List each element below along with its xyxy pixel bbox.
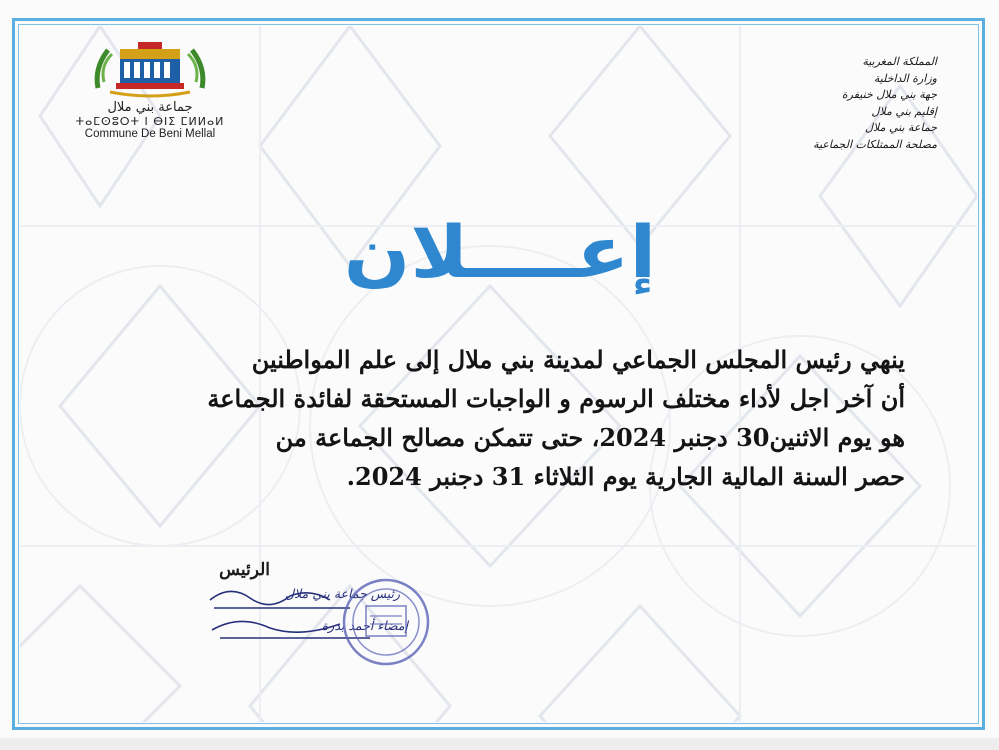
- body-line-4: حصر السنة المالية الجارية يوم الثلاثاء 31 دجنبر 2024.: [346, 462, 905, 491]
- body-line-1: ينهي رئيس المجلس الجماعي لمدينة بني ملال إلى علم المواطنين: [251, 345, 905, 374]
- announcement-title: إعــــلان: [343, 211, 657, 295]
- administrative-header: [717, 54, 937, 153]
- announcement-body: [90, 340, 905, 496]
- scan-bottom-strip: [0, 738, 999, 750]
- logo-arabic-name: جماعة بني ملال: [107, 100, 193, 115]
- header-line-kingdom: المملكة المغربية: [862, 55, 937, 68]
- municipality-logo: [70, 38, 230, 148]
- header-line-service: مصلحة الممتلكات الجماعية: [813, 137, 937, 151]
- signature-name-line: إمضاء أحمد بدرة: [321, 618, 408, 633]
- logo-french-name: Commune De Beni Mellal: [84, 128, 216, 140]
- header-line-province: إقليم بني ملال: [871, 104, 937, 118]
- header-line-ministry: وزارة الداخلية: [873, 71, 937, 85]
- logo-tifinagh-name: ⵜⴰⵎⵙⵓⵔⵜ ⵏ ⴱⵏⵉ ⵎⵍⵍⴰⵍ: [75, 115, 225, 128]
- header-line-region: جهة بني ملال خنيفرة: [841, 88, 937, 101]
- municipal-emblem-icon: [90, 38, 210, 98]
- signature-stamp-line: رئيس جماعة بني ملال: [285, 586, 400, 601]
- body-line-2: أن آخر اجل لأداء مختلف الرسوم و الواجبات المستحقة لفائدة الجماعة: [207, 384, 905, 413]
- body-line-3: هو يوم الاثنين30 دجنبر 2024، حتى تتمكن مصالح الجماعة من: [275, 423, 905, 452]
- header-line-commune: جماعة بني ملال: [865, 121, 937, 134]
- signatory-title: الرئيس: [219, 560, 270, 580]
- official-stamp: [340, 576, 432, 668]
